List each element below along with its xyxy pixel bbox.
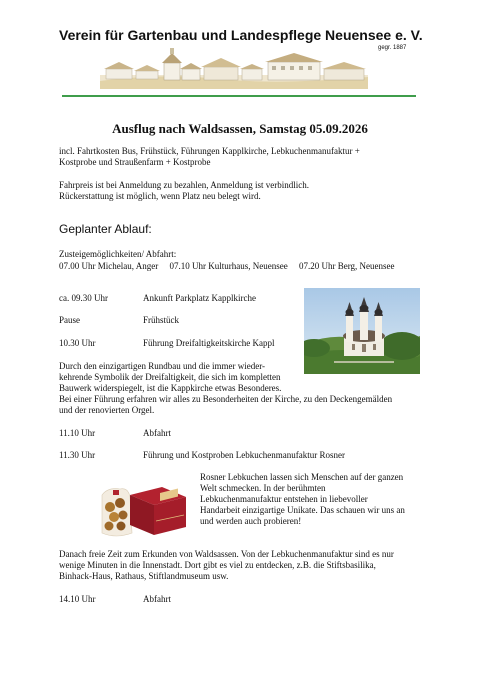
schedule-time: 14.10 Uhr — [59, 594, 96, 604]
schedule-time: 11.10 Uhr — [59, 428, 96, 438]
includes-line-2: Kostprobe und Straußenfarm + Kostprobe — [59, 157, 211, 167]
rosner-text-line: und werden auch probieren! — [200, 516, 302, 526]
payment-line-2: Rückerstattung ist möglich, wenn Platz neu belegt wird. — [59, 191, 261, 201]
payment-line-1: Fahrpreis ist bei Anmeldung zu bezahlen, Anmeldung ist verbindlich. — [59, 180, 309, 190]
kappl-text-line: Durch den einzigartigen Rundbau und die immer wieder- — [59, 361, 266, 371]
schedule-time: ca. 09.30 Uhr — [59, 293, 108, 303]
kappl-text-line: Bei einer Führung erfahren wir alles zu Besonderheiten der Kirche, zu den Deckengemälden — [59, 394, 393, 404]
kappl-text-line: kehrende Symbolik der Dreifaltigkeit, die sich im kompletten — [59, 372, 281, 382]
rosner-text-line: Lebkuchenmanufaktur entstehen in liebevoller — [200, 494, 368, 504]
schedule-activity: Frühstück — [143, 315, 179, 325]
free-time-line: Danach freie Zeit zum Erkunden von Waldsassen. Von der Lebkuchenmanufaktur sind es nur — [59, 549, 394, 559]
schedule-time: Pause — [59, 315, 80, 325]
club-name-heading: Verein für Gartenbau und Landespflege Neuensee e. V. — [59, 27, 423, 43]
gingerbread-box-photo — [96, 473, 192, 539]
village-illustration — [100, 47, 368, 89]
schedule-activity: Abfahrt — [143, 594, 171, 604]
kappl-text-line: Bauwerk widerspiegelt, ist die Kappkirche etwas Besonderes. — [59, 383, 282, 393]
boarding-stops: 07.00 Uhr Michelau, Anger 07.10 Uhr Kulturhaus, Neuensee 07.20 Uhr Berg, Neuensee — [59, 261, 395, 271]
boarding-label: Zusteigemöglichkeiten/ Abfahrt: — [59, 249, 177, 259]
rosner-text-line: Welt schmecken. In der berühmten — [200, 483, 326, 493]
free-time-line: Binhack-Haus, Rathaus, Stiftlandmuseum usw. — [59, 571, 229, 581]
schedule-time: 11.30 Uhr — [59, 450, 96, 460]
schedule-activity: Abfahrt — [143, 428, 171, 438]
kappl-text-line: und der renovierten Orgel. — [59, 405, 155, 415]
includes-line-1: incl. Fahrtkosten Bus, Frühstück, Führungen Kapplkirche, Lebkuchenmanufaktur + — [59, 146, 360, 156]
schedule-activity: Führung und Kostproben Lebkuchenmanufaktur Rosner — [143, 450, 345, 460]
rosner-text-line: Handarbeit einzigartige Unikate. Das schauen wir uns an — [200, 505, 405, 515]
schedule-activity: Führung Dreifaltigkeitskirche Kappl — [143, 338, 275, 348]
rosner-text-line: Rosner Lebkuchen lassen sich Menschen auf der ganzen — [200, 472, 404, 482]
schedule-heading: Geplanter Ablauf: — [59, 222, 152, 236]
founded-year: gegr. 1887 — [378, 45, 407, 51]
trip-title: Ausflug nach Waldsassen, Samstag 05.09.2026 — [112, 121, 368, 136]
schedule-activity: Ankunft Parkplatz Kapplkirche — [143, 293, 256, 303]
free-time-line: wenige Minuten in die Innenstadt. Dort gibt es viel zu entdecken, z.B. die Stiftsbasilika, — [59, 560, 376, 570]
schedule-time: 10.30 Uhr — [59, 338, 96, 348]
kappl-church-photo — [304, 288, 420, 374]
header-divider — [62, 95, 416, 97]
